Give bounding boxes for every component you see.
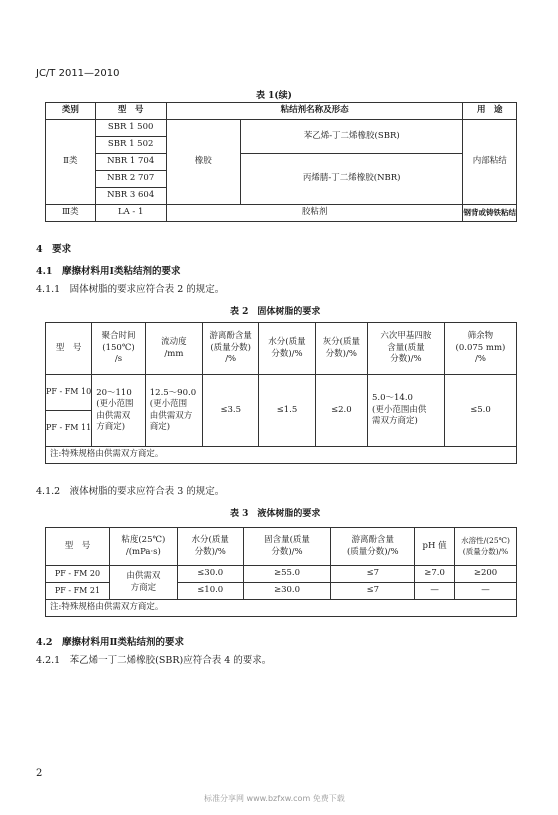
table3-header-phenol: 游离酚含量 (质量分数)/% bbox=[331, 528, 415, 566]
table1-class-group: Ⅱ类 bbox=[46, 120, 96, 205]
table2-header-free-phenol: 游离酚含量 (质量分数) /% bbox=[203, 323, 259, 375]
table1-model: NBR 3 604 bbox=[95, 188, 166, 205]
table1-row3-class: Ⅲ类 bbox=[46, 205, 96, 222]
table2-header-moisture: 水分(质量 分数)/% bbox=[259, 323, 315, 375]
table2-header-model: 型 号 bbox=[46, 323, 92, 375]
table3-solubility: ≥200 bbox=[455, 566, 517, 583]
table3-viscosity: 由供需双 方商定 bbox=[109, 566, 177, 600]
table2-header-flow: 流动度 /mm bbox=[145, 323, 202, 375]
table3-solids: ≥55.0 bbox=[243, 566, 331, 583]
table1-model: NBR 1 704 bbox=[95, 154, 166, 171]
table3-model: PF - FM 20 bbox=[46, 566, 110, 583]
table2-polymerization: 20～110 (更小范围 由供需双 方商定) bbox=[92, 375, 146, 447]
table1-form: 橡胶 bbox=[166, 120, 240, 205]
document-id: JC/T 2011—2010 bbox=[36, 68, 120, 79]
table3-header-solids: 固含量(质量 分数)/% bbox=[243, 528, 331, 566]
table3-moisture: ≤10.0 bbox=[177, 583, 243, 600]
table2-ash: ≤2.0 bbox=[315, 375, 367, 447]
table3-solids: ≥30.0 bbox=[243, 583, 331, 600]
table2-moisture: ≤1.5 bbox=[259, 375, 315, 447]
table1-caption: 表 1(续) bbox=[256, 91, 292, 101]
table3-header-model: 型 号 bbox=[46, 528, 110, 566]
table1-use-internal: 内部粘结 bbox=[463, 120, 517, 205]
table2-model: PF - FM 10 bbox=[46, 375, 92, 411]
table3-caption: 表 3 液体树脂的要求 bbox=[230, 509, 321, 519]
section-4-1-1-text: 4.1.1 固体树脂的要求应符合表 2 的规定。 bbox=[36, 284, 225, 295]
table2-header-ash: 灰分(质量 分数)/% bbox=[315, 323, 367, 375]
table3-header-moisture: 水分(质量 分数)/% bbox=[177, 528, 243, 566]
table1-header-model: 型 号 bbox=[95, 103, 166, 120]
table1-name-sbr: 苯乙烯-丁二烯橡胶(SBR) bbox=[240, 120, 463, 154]
table2-header-sieve: 筛余物 (0.075 mm) /% bbox=[444, 323, 516, 375]
table3-ph: — bbox=[415, 583, 455, 600]
table3 bbox=[45, 527, 517, 617]
watermark-text: 标准分享网 www.bzfxw.com 免费下载 bbox=[204, 794, 345, 803]
table1-row3-model: LA - 1 bbox=[95, 205, 166, 222]
table3-moisture: ≤30.0 bbox=[177, 566, 243, 583]
table2-hexamine: 5.0～14.0 (更小范围由供 需双方商定) bbox=[368, 375, 445, 447]
table1-row3-use: 钢背或铸铁粘结 bbox=[463, 205, 517, 222]
table3-model: PF - FM 21 bbox=[46, 583, 110, 600]
table3-note: 注:特殊规格由供需双方商定。 bbox=[46, 600, 517, 617]
section-4-2-heading: 4.2 摩擦材料用Ⅱ类粘结剂的要求 bbox=[36, 637, 185, 648]
table3-header-solubility: 水溶性/(25℃) (质量分数)/% bbox=[455, 528, 517, 566]
page-number: 2 bbox=[36, 768, 43, 779]
table2-sieve: ≤5.0 bbox=[444, 375, 516, 447]
table2-note: 注:特殊规格由供需双方商定。 bbox=[46, 447, 517, 464]
table2-free-phenol: ≤3.5 bbox=[203, 375, 259, 447]
table1 bbox=[45, 102, 517, 222]
table2 bbox=[45, 322, 517, 464]
table1-header-name: 粘结剂名称及形态 bbox=[166, 103, 463, 120]
table3-phenol: ≤7 bbox=[331, 583, 415, 600]
section-4-heading: 4 要求 bbox=[36, 244, 72, 255]
table1-model: SBR 1 502 bbox=[95, 137, 166, 154]
table1-name-nbr: 丙烯腈-丁二烯橡胶(NBR) bbox=[240, 154, 463, 205]
table1-row3-name: 胶粘剂 bbox=[166, 205, 463, 222]
section-4-1-heading: 4.1 摩擦材料用Ⅰ类粘结剂的要求 bbox=[36, 266, 181, 277]
table1-model: NBR 2 707 bbox=[95, 171, 166, 188]
table2-header-polymerization: 聚合时间 (150℃) /s bbox=[92, 323, 146, 375]
table3-solubility: — bbox=[455, 583, 517, 600]
table2-flow: 12.5～90.0 (更小范围 由供需双方 商定) bbox=[145, 375, 202, 447]
table1-model: SBR 1 500 bbox=[95, 120, 166, 137]
table3-header-viscosity: 粘度(25℃) /(mPa·s) bbox=[109, 528, 177, 566]
section-4-1-2-text: 4.1.2 液体树脂的要求应符合表 3 的规定。 bbox=[36, 486, 225, 497]
table1-header-class: 类别 bbox=[46, 103, 96, 120]
table2-header-hexamine: 六次甲基四胺 含量(质量 分数)/% bbox=[368, 323, 445, 375]
table1-header-use: 用 途 bbox=[463, 103, 517, 120]
table3-header-ph: pH 值 bbox=[415, 528, 455, 566]
table3-ph: ≥7.0 bbox=[415, 566, 455, 583]
table2-caption: 表 2 固体树脂的要求 bbox=[230, 307, 321, 317]
table2-model: PF - FM 11 bbox=[46, 411, 92, 447]
section-4-2-1-text: 4.2.1 苯乙烯一丁二烯橡胶(SBR)应符合表 4 的要求。 bbox=[36, 655, 272, 666]
table3-phenol: ≤7 bbox=[331, 566, 415, 583]
